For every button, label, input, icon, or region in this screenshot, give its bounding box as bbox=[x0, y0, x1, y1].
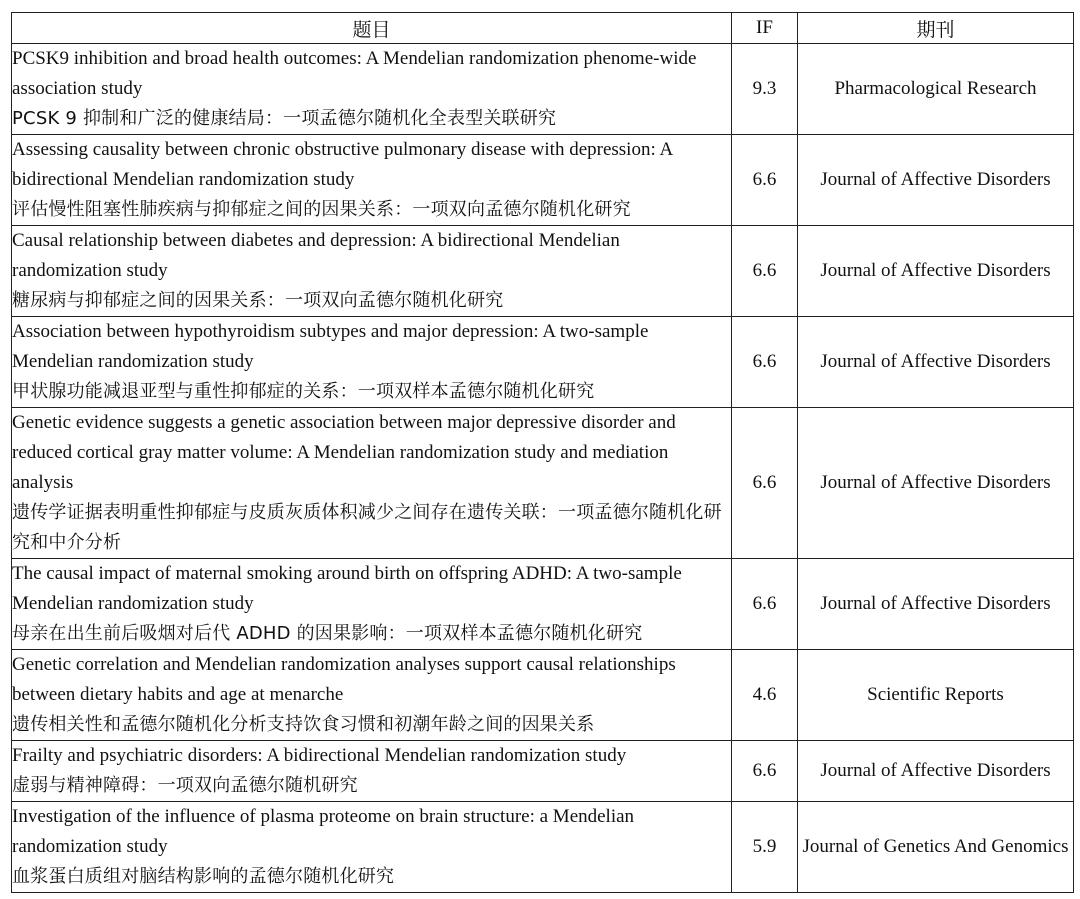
impact-factor: 5.9 bbox=[732, 802, 798, 893]
title-cell bbox=[12, 317, 732, 408]
title-zh: 评估慢性阻塞性肺疾病与抑郁症之间的因果关系：一项双向孟德尔随机化研究 bbox=[12, 199, 631, 220]
title-en: Association between hypothyroidism subtypes and major depression: A two-sample Mendelian randomization study bbox=[12, 321, 649, 372]
title-zh: 血浆蛋白质组对脑结构影响的孟德尔随机化研究 bbox=[12, 866, 395, 887]
title-cell bbox=[12, 226, 732, 317]
title-zh: 甲状腺功能减退亚型与重性抑郁症的关系：一项双样本孟德尔随机化研究 bbox=[12, 381, 595, 402]
title-en: Assessing causality between chronic obstructive pulmonary disease with depression: A bidirectional Mendelian randomization study bbox=[12, 139, 673, 190]
header-title: 题目 bbox=[12, 13, 732, 44]
table-row bbox=[12, 741, 1074, 802]
title-en: Genetic evidence suggests a genetic association between major depressive disorder and reduced cortical gray matter volume: A Mendelian randomization study and mediation analysis bbox=[12, 412, 676, 493]
impact-factor: 9.3 bbox=[732, 44, 798, 135]
journal-name: Journal of Affective Disorders bbox=[798, 741, 1074, 802]
impact-factor: 6.6 bbox=[732, 135, 798, 226]
impact-factor: 6.6 bbox=[732, 226, 798, 317]
table-row bbox=[12, 650, 1074, 741]
journal-name: Journal of Affective Disorders bbox=[798, 135, 1074, 226]
title-cell bbox=[12, 802, 732, 893]
title-zh: 遗传相关性和孟德尔随机化分析支持饮食习惯和初潮年龄之间的因果关系 bbox=[12, 714, 595, 735]
title-cell bbox=[12, 741, 732, 802]
title-zh: 糖尿病与抑郁症之间的因果关系：一项双向孟德尔随机化研究 bbox=[12, 290, 504, 311]
title-en: Investigation of the influence of plasma proteome on brain structure: a Mendelian randomization study bbox=[12, 806, 635, 857]
journal-name: Journal of Affective Disorders bbox=[798, 226, 1074, 317]
impact-factor: 6.6 bbox=[732, 317, 798, 408]
impact-factor: 4.6 bbox=[732, 650, 798, 741]
title-cell bbox=[12, 650, 732, 741]
title-en: PCSK9 inhibition and broad health outcomes: A Mendelian randomization phenome-wide association study bbox=[12, 48, 697, 99]
table-row bbox=[12, 317, 1074, 408]
journal-name: Scientific Reports bbox=[798, 650, 1074, 741]
journal-name: Journal of Affective Disorders bbox=[798, 317, 1074, 408]
journal-name: Journal of Genetics And Genomics bbox=[798, 802, 1074, 893]
title-cell bbox=[12, 408, 732, 559]
title-en: Causal relationship between diabetes and depression: A bidirectional Mendelian randomization study bbox=[12, 230, 620, 281]
impact-factor: 6.6 bbox=[732, 559, 798, 650]
header-if: IF bbox=[732, 13, 798, 44]
title-cell bbox=[12, 559, 732, 650]
table-row bbox=[12, 559, 1074, 650]
journal-name: Pharmacological Research bbox=[798, 44, 1074, 135]
table-row bbox=[12, 135, 1074, 226]
papers-table bbox=[11, 12, 1074, 893]
journal-name: Journal of Affective Disorders bbox=[798, 559, 1074, 650]
impact-factor: 6.6 bbox=[732, 408, 798, 559]
title-cell bbox=[12, 44, 732, 135]
title-en: The causal impact of maternal smoking around birth on offspring ADHD: A two-sample Mendelian randomization study bbox=[12, 563, 682, 614]
header-journal: 期刊 bbox=[798, 13, 1074, 44]
table-row bbox=[12, 44, 1074, 135]
journal-name: Journal of Affective Disorders bbox=[798, 408, 1074, 559]
title-zh: 遗传学证据表明重性抑郁症与皮质灰质体积减少之间存在遗传关联：一项孟德尔随机化研究和中介分析 bbox=[12, 502, 722, 553]
title-zh: 母亲在出生前后吸烟对后代 ADHD 的因果影响：一项双样本孟德尔随机化研究 bbox=[12, 623, 643, 644]
title-en: Frailty and psychiatric disorders: A bidirectional Mendelian randomization study bbox=[12, 745, 627, 766]
header-row bbox=[12, 13, 1074, 44]
title-en: Genetic correlation and Mendelian randomization analyses support causal relationships between dietary habits and age at menarche bbox=[12, 654, 676, 705]
table-row bbox=[12, 802, 1074, 893]
impact-factor: 6.6 bbox=[732, 741, 798, 802]
table-row bbox=[12, 408, 1074, 559]
title-zh: PCSK 9 抑制和广泛的健康结局：一项孟德尔随机化全表型关联研究 bbox=[12, 108, 557, 129]
title-zh: 虚弱与精神障碍：一项双向孟德尔随机研究 bbox=[12, 775, 358, 796]
table-row bbox=[12, 226, 1074, 317]
title-cell bbox=[12, 135, 732, 226]
